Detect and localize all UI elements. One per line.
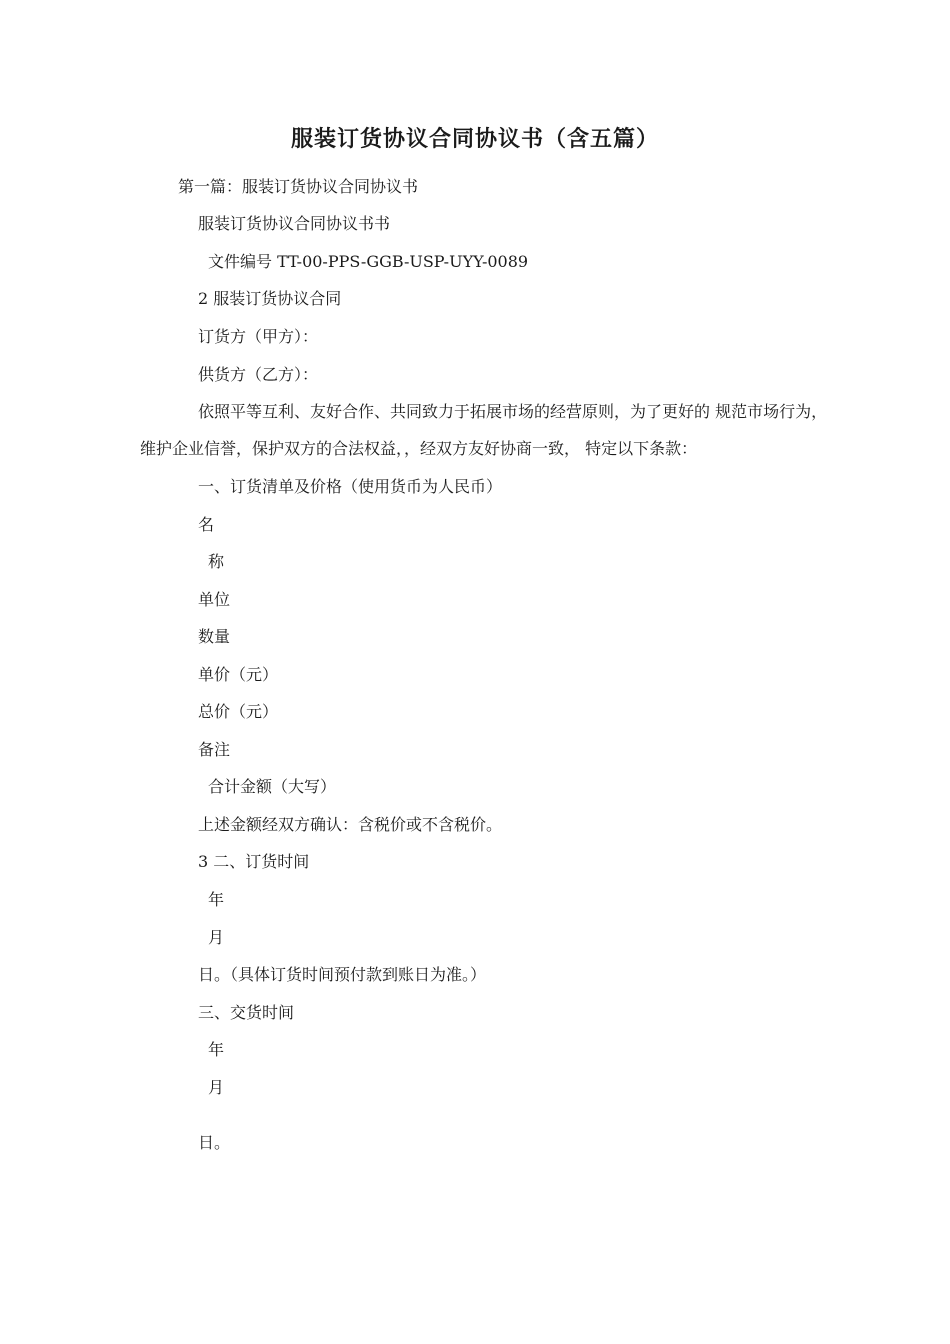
order-year-label: 年 [208, 890, 225, 909]
delivery-month-label: 月 [208, 1078, 225, 1097]
clause-two-heading: 3 二、订货时间 [198, 852, 310, 871]
file-number: 文件编号 TT-00-PPS-GGB-USP-UYY-0089 [208, 252, 529, 271]
party-a-label: 订货方（甲方）： [198, 327, 319, 346]
delivery-day-label: 日。 [198, 1133, 231, 1152]
clause-three-heading: 三、交货时间 [198, 1003, 295, 1022]
document-title: 服装订货协议合同协议书（含五篇） [290, 127, 659, 152]
column-name-char-2: 称 [208, 552, 225, 571]
section-one-heading: 第一篇：服装订货协议合同协议书 [178, 177, 419, 196]
column-unit-price: 单价（元） [198, 665, 279, 684]
column-remark: 备注 [198, 740, 231, 759]
party-b-label: 供货方（乙方）： [198, 365, 319, 384]
intro-paragraph: 依照平等互利、友好合作、共同致力于拓展市场的经营原则，为了更好的 规范市场行为，维护企业信誉，保护双方的合法权益，，经双方友好协商一致， 特定以下条款： [140, 402, 828, 458]
clause-one-heading: 一、订货清单及价格（使用货币为人民币） [198, 477, 503, 496]
tax-note: 上述金额经双方确认：含税价或不含税价。 [198, 815, 503, 834]
total-amount-label: 合计金额（大写） [208, 777, 337, 796]
column-name-char-1: 名 [198, 515, 215, 534]
order-day-note: 日。（具体订货时间预付款到账日为准。） [198, 965, 487, 984]
delivery-year-label: 年 [208, 1040, 225, 1059]
contract-title: 2 服装订货协议合同 [198, 289, 342, 308]
column-unit: 单位 [198, 590, 231, 609]
column-quantity: 数量 [198, 627, 231, 646]
column-total-price: 总价（元） [198, 702, 279, 721]
order-month-label: 月 [208, 928, 225, 947]
document-name: 服装订货协议合同协议书书 [198, 214, 391, 233]
